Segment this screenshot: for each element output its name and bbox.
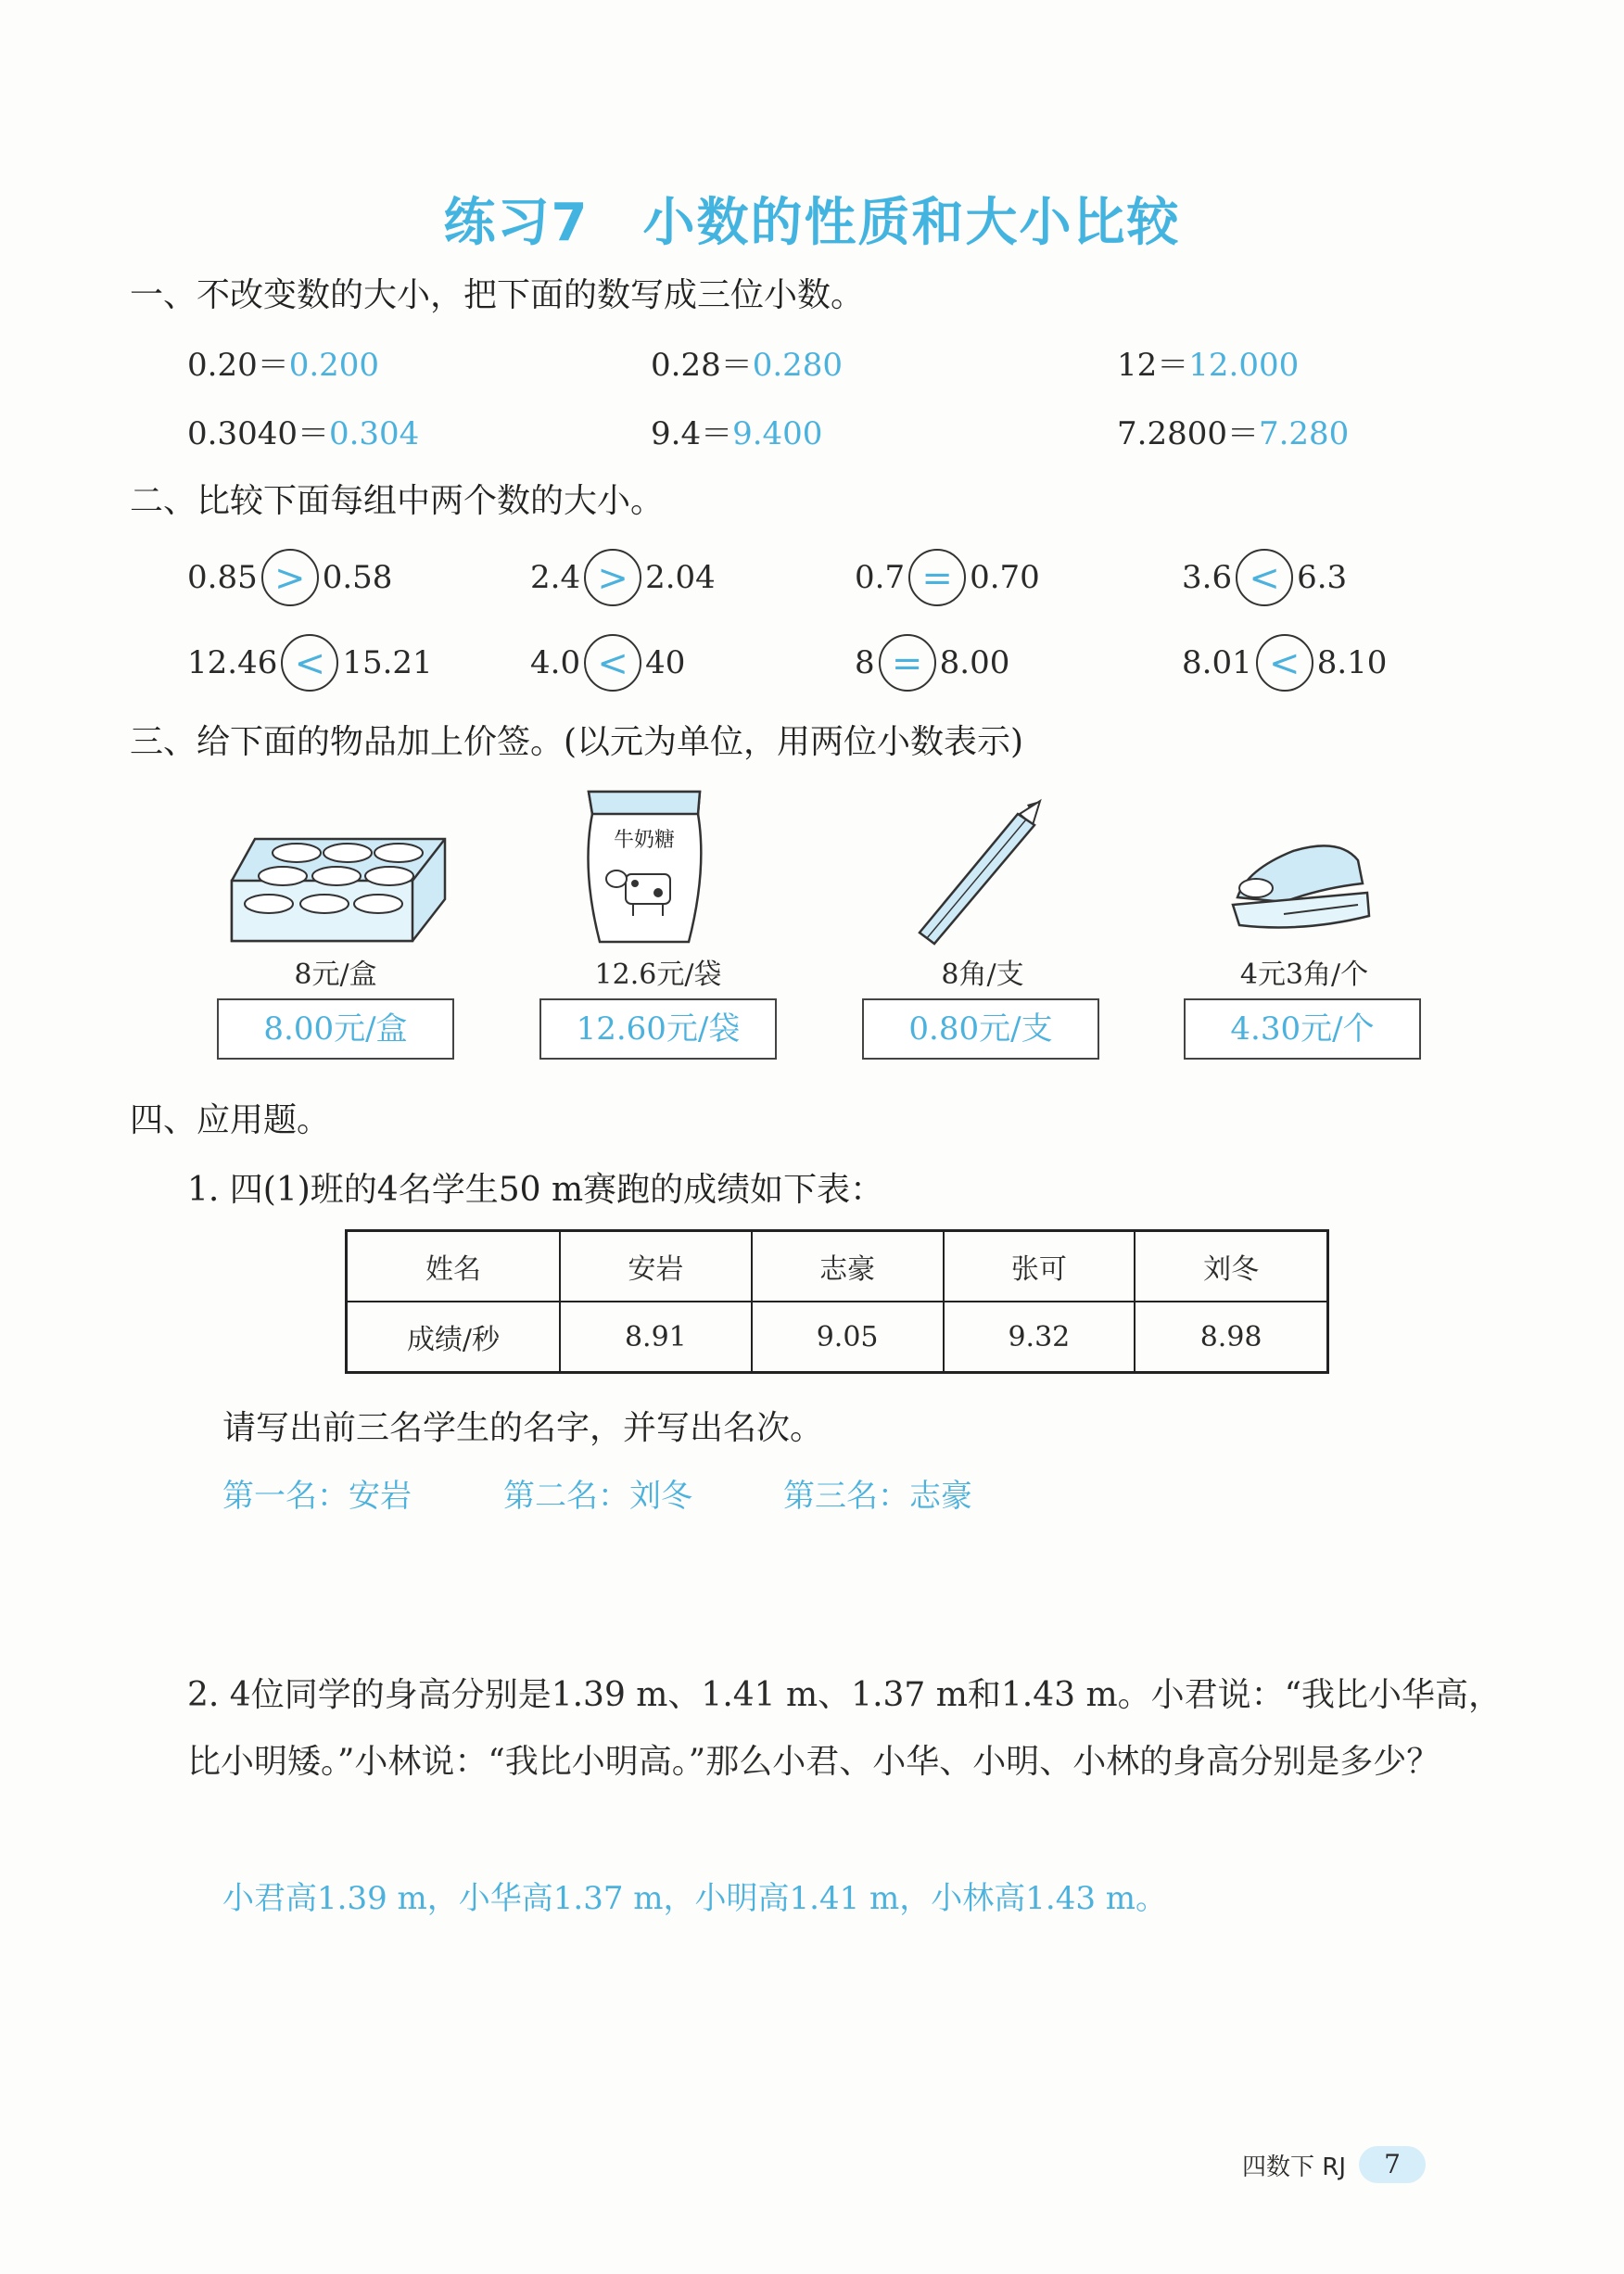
s2-compare-2 — [530, 549, 716, 606]
price-tag-answer: 12.60元/袋 — [539, 998, 777, 1060]
table-cell: 8.98 — [1135, 1302, 1327, 1373]
answer-circle: = — [879, 634, 936, 692]
s1-answer: 12.000 — [1188, 347, 1300, 384]
footer — [1242, 2146, 1426, 2183]
section4-heading: 四、应用题。 — [130, 1101, 331, 1139]
section1-heading: 一、不改变数的大小，把下面的数写成三位小数。 — [130, 276, 865, 314]
s2-right: 8.10 — [1316, 644, 1388, 681]
item-price-label: 8角/支 — [941, 959, 1024, 991]
q1-answer-1: 第一名：安岩 — [222, 1478, 412, 1515]
s1-item-6 — [1117, 408, 1349, 453]
q1-answer-2: 第二名：刘冬 — [503, 1478, 692, 1515]
q1-text: 1. 四(1)班的4名学生50 m赛跑的成绩如下表： — [187, 1171, 884, 1209]
section2-heading: 二、比较下面每组中两个数的大小。 — [130, 482, 665, 520]
table-row — [347, 1302, 1328, 1373]
s1-question: 7.2800＝ — [1117, 415, 1259, 452]
s1-item-5 — [651, 408, 822, 453]
table-cell: 8.91 — [560, 1302, 752, 1373]
s1-answer: 0.304 — [328, 415, 420, 452]
s1-item-2 — [651, 339, 843, 385]
s2-left: 4.0 — [530, 644, 581, 681]
footer-label: 四数下 RJ — [1242, 2153, 1346, 2181]
table-cell: 成绩/秒 — [347, 1302, 561, 1373]
s2-right: 40 — [645, 644, 686, 681]
s1-answer: 7.280 — [1258, 415, 1350, 452]
s2-left: 12.46 — [187, 644, 278, 681]
table-header-cell: 张可 — [944, 1231, 1136, 1302]
s1-question: 0.28＝ — [651, 347, 753, 384]
answer-circle: < — [1256, 634, 1313, 692]
table-cell: 9.05 — [752, 1302, 944, 1373]
s2-left: 0.85 — [187, 559, 258, 596]
page-title: 练习7 小数的性质和大小比较 — [443, 193, 1181, 253]
s2-right: 15.21 — [342, 644, 433, 681]
answer-circle: < — [584, 634, 641, 692]
pencil-icon — [918, 797, 1047, 950]
answer-circle: > — [261, 549, 319, 606]
s2-left: 0.7 — [855, 559, 906, 596]
q2-answer: 小君高1.39 m，小华高1.37 m，小明高1.41 m，小林高1.43 m。 — [222, 1880, 1168, 1917]
s2-compare-3 — [855, 549, 1040, 606]
table-row — [347, 1231, 1328, 1302]
s1-item-3 — [1117, 339, 1299, 385]
price-tag-answer: 0.80元/支 — [862, 998, 1099, 1060]
s2-compare-6 — [530, 634, 685, 692]
s1-question: 0.20＝ — [187, 347, 289, 384]
s2-right: 2.04 — [645, 559, 716, 596]
s2-left: 2.4 — [530, 559, 581, 596]
s2-right: 0.70 — [970, 559, 1040, 596]
answer-circle: < — [1236, 549, 1293, 606]
s2-left: 8.01 — [1182, 644, 1252, 681]
answer-circle: < — [281, 634, 338, 692]
q1-answer-3: 第三名：志豪 — [783, 1478, 972, 1515]
s2-compare-7 — [855, 634, 1009, 692]
answer-circle: > — [584, 549, 641, 606]
s1-answer: 0.280 — [752, 347, 844, 384]
s1-question: 0.3040＝ — [187, 415, 329, 452]
s2-right: 6.3 — [1297, 559, 1348, 596]
s1-question: 9.4＝ — [651, 415, 733, 452]
item-price-label: 12.6元/袋 — [594, 959, 722, 991]
s1-question: 12＝ — [1117, 347, 1189, 384]
milk-candy-bag-icon — [579, 786, 709, 948]
s2-right: 8.00 — [939, 644, 1010, 681]
s2-compare-8 — [1182, 634, 1387, 692]
page-number: 7 — [1359, 2146, 1426, 2183]
q2-text: 2. 4位同学的身高分别是1.39 m、1.41 m、1.37 m和1.43 m。小君说：“我比小华高，比小明矮。”小林说：“我比小明高。”那么小君、小华、小明、小林的身高分别是多少？ — [187, 1676, 1503, 1781]
s1-answer: 0.200 — [288, 347, 380, 384]
table-cell: 9.32 — [944, 1302, 1136, 1373]
bag-text: 牛奶糖 — [613, 829, 676, 852]
item-price-label: 4元3角/个 — [1239, 959, 1369, 991]
egg-tart-box-icon — [227, 830, 450, 950]
table-header-cell: 姓名 — [347, 1231, 561, 1302]
table-header-cell: 刘冬 — [1135, 1231, 1327, 1302]
s1-item-1 — [187, 339, 379, 385]
score-table — [345, 1229, 1329, 1374]
answer-circle: = — [908, 549, 966, 606]
price-tag-answer: 8.00元/盒 — [217, 998, 454, 1060]
table-header-cell: 志豪 — [752, 1231, 944, 1302]
s2-right: 0.58 — [322, 559, 393, 596]
s2-compare-1 — [187, 549, 392, 606]
s2-left: 8 — [855, 644, 875, 681]
q1-prompt: 请写出前三名学生的名字，并写出名次。 — [222, 1409, 824, 1447]
s1-item-4 — [187, 408, 419, 453]
s2-left: 3.6 — [1182, 559, 1233, 596]
price-tag-answer: 4.30元/个 — [1184, 998, 1421, 1060]
s1-answer: 9.400 — [732, 415, 823, 452]
s2-compare-4 — [1182, 549, 1347, 606]
section3-heading: 三、给下面的物品加上价签。(以元为单位，用两位小数表示) — [130, 723, 1024, 761]
item-price-label: 8元/盒 — [294, 959, 377, 991]
s2-compare-5 — [187, 634, 433, 692]
table-header-cell: 安岩 — [560, 1231, 752, 1302]
stapler-icon — [1228, 832, 1377, 939]
